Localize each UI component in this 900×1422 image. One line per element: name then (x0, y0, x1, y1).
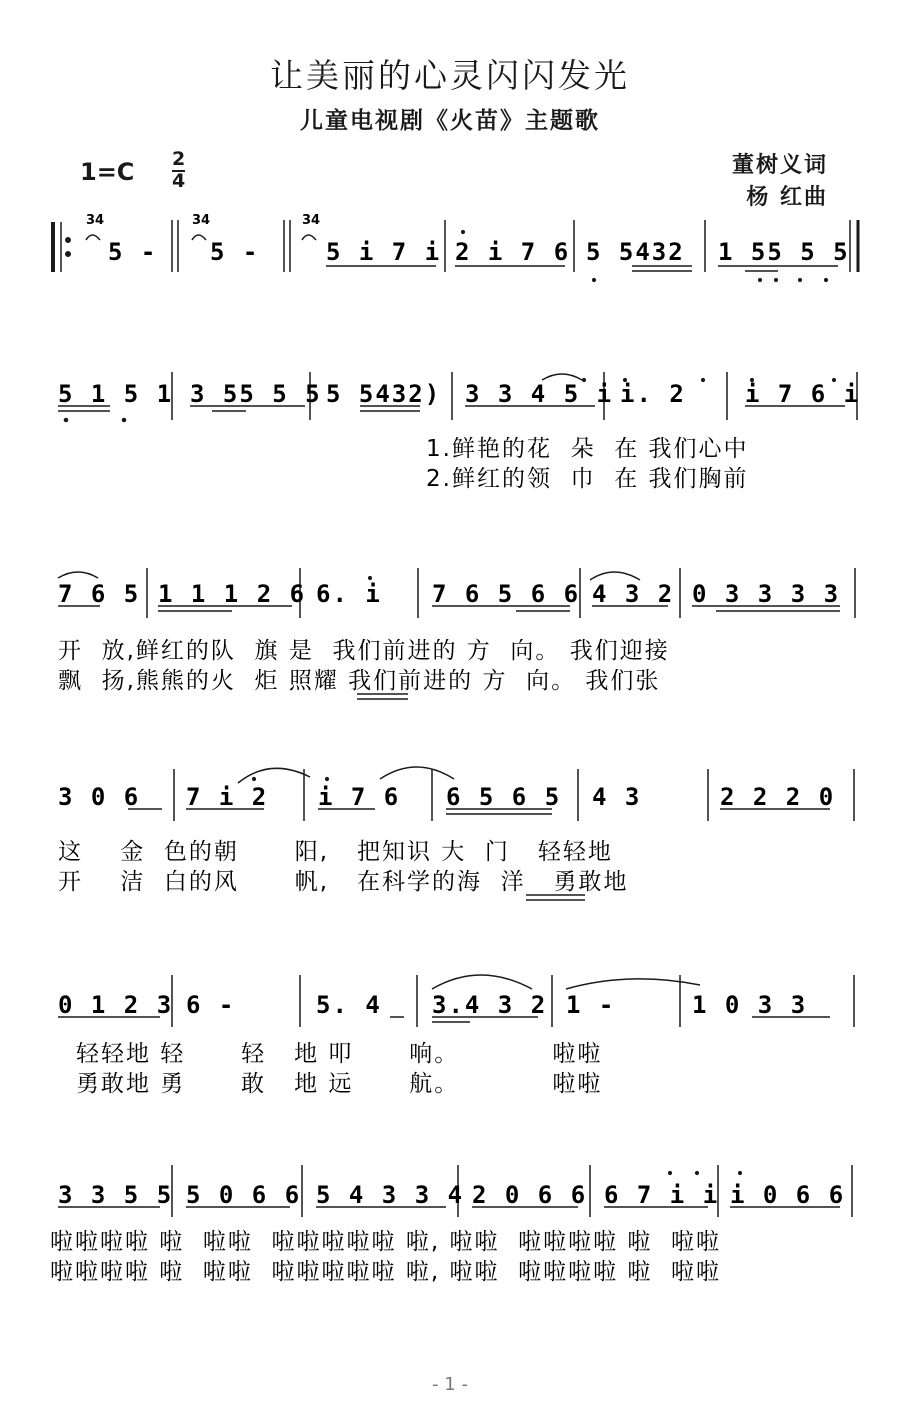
music-system-1 (0, 210, 900, 310)
lyric-line-verse-1: 1.鲜艳的花 朵 在 我们心中 (426, 436, 749, 462)
music-system-4 (0, 755, 900, 905)
measure-notes: 6 7 i i (604, 1181, 720, 1209)
measure-notes: 5 0 6 6 (186, 1181, 302, 1209)
measure-notes: i. 2 (620, 380, 686, 408)
page-number: - 1 - (432, 1374, 468, 1395)
measure-notes: 3 3 5 5 (58, 1181, 174, 1209)
grace-notes: 34 (302, 213, 321, 228)
music-system-2 (0, 362, 900, 502)
song-subtitle: 儿童电视剧《火苗》主题歌 (300, 108, 600, 134)
measure-notes: 7 i 2 (186, 783, 269, 811)
lyric-line-verse-2: 飘 扬,熊熊的火 炬 照耀 我们前进的 方 向。 我们张 (58, 668, 661, 694)
measure-notes: 4 3 (592, 783, 642, 811)
lyric-line-verse-1: 这 金 色的朝 阳, 把知识 大 门 轻轻地 (58, 839, 613, 865)
lyric-line-verse-2: 开 洁 白的风 帆, 在科学的海 洋 勇敢地 (58, 869, 629, 895)
measure-notes: i 7 6 i (745, 380, 861, 408)
composer-credit: 杨 红曲 (746, 185, 828, 210)
measure-notes: 5. 4 (316, 991, 382, 1019)
measure-notes: 3 3 4 5 i (465, 380, 614, 408)
lyric-line-verse-2: 啦啦啦啦 啦 啦啦 啦啦啦啦啦 啦, 啦啦 啦啦啦啦 啦 啦啦 (50, 1259, 722, 1285)
song-title: 让美丽的心灵闪闪发光 (270, 56, 630, 95)
measure-notes: 1 0 3 3 (692, 991, 808, 1019)
measure-notes: 5 4 3 3 4 (316, 1181, 465, 1209)
measure-notes: 3.4 3 2 (432, 991, 548, 1019)
measure-notes: 5 5432 (586, 238, 685, 266)
measure-notes: 3 0 6 (58, 783, 141, 811)
measure-notes: 6 - (186, 991, 236, 1019)
measure-notes: 5 5432) (326, 380, 442, 408)
lyricist-credit: 董树义词 (731, 153, 828, 178)
measure-notes: 7 6 5 6 6 (432, 580, 581, 608)
measure-notes: 1 1 1 2 6 (158, 580, 307, 608)
measure-notes: 2 i 7 6 (455, 238, 571, 266)
lyric-line-verse-2: 2.鲜红的领 巾 在 我们胸前 (426, 466, 749, 492)
measure-notes: 2 2 2 0 (720, 783, 836, 811)
measure-notes: 5 - (108, 238, 158, 266)
measure-notes: 0 3 3 3 3 (692, 580, 841, 608)
lyric-line-verse-1: 开 放,鲜红的队 旗 是 我们前进的 方 向。 我们迎接 (58, 638, 670, 664)
time-signature (172, 150, 185, 191)
grace-notes: 34 (192, 213, 211, 228)
measure-notes: 1 55 5 5 (718, 238, 850, 266)
measure-notes: i 0 6 6 (730, 1181, 846, 1209)
music-system-3 (0, 560, 900, 710)
measure-notes: 3 55 5 5 (190, 380, 322, 408)
measure-notes: 2 0 6 6 (472, 1181, 588, 1209)
measure-notes: 6. i (316, 580, 382, 608)
lyric-line-verse-1: 啦啦啦啦 啦 啦啦 啦啦啦啦啦 啦, 啦啦 啦啦啦啦 啦 啦啦 (50, 1229, 722, 1255)
measure-notes: 5 1 5 1 (58, 380, 174, 408)
music-system-5 (0, 965, 900, 1105)
measure-notes: 4 3 2 (592, 580, 675, 608)
grace-notes: 34 (86, 213, 105, 228)
measure-notes: 6 5 6 5 (446, 783, 562, 811)
time-signature-top: 2 (172, 148, 186, 170)
key-signature: 1=C (80, 158, 135, 186)
measure-notes: 7 6 5 (58, 580, 141, 608)
lyric-line-verse-2: 勇敢地 勇 敢 地 远 航。 啦啦 (76, 1071, 603, 1097)
lyric-line-verse-1: 轻轻地 轻 轻 地 叩 响。 啦啦 (76, 1041, 603, 1067)
time-signature-bottom: 4 (172, 170, 186, 192)
measure-notes: 1 - (566, 991, 616, 1019)
music-system-6 (0, 1155, 900, 1295)
measure-notes: 0 1 2 3 (58, 991, 174, 1019)
measure-notes: 5 i 7 i (326, 238, 442, 266)
measure-notes: 5 - (210, 238, 260, 266)
measure-notes: i 7 6 (318, 783, 401, 811)
